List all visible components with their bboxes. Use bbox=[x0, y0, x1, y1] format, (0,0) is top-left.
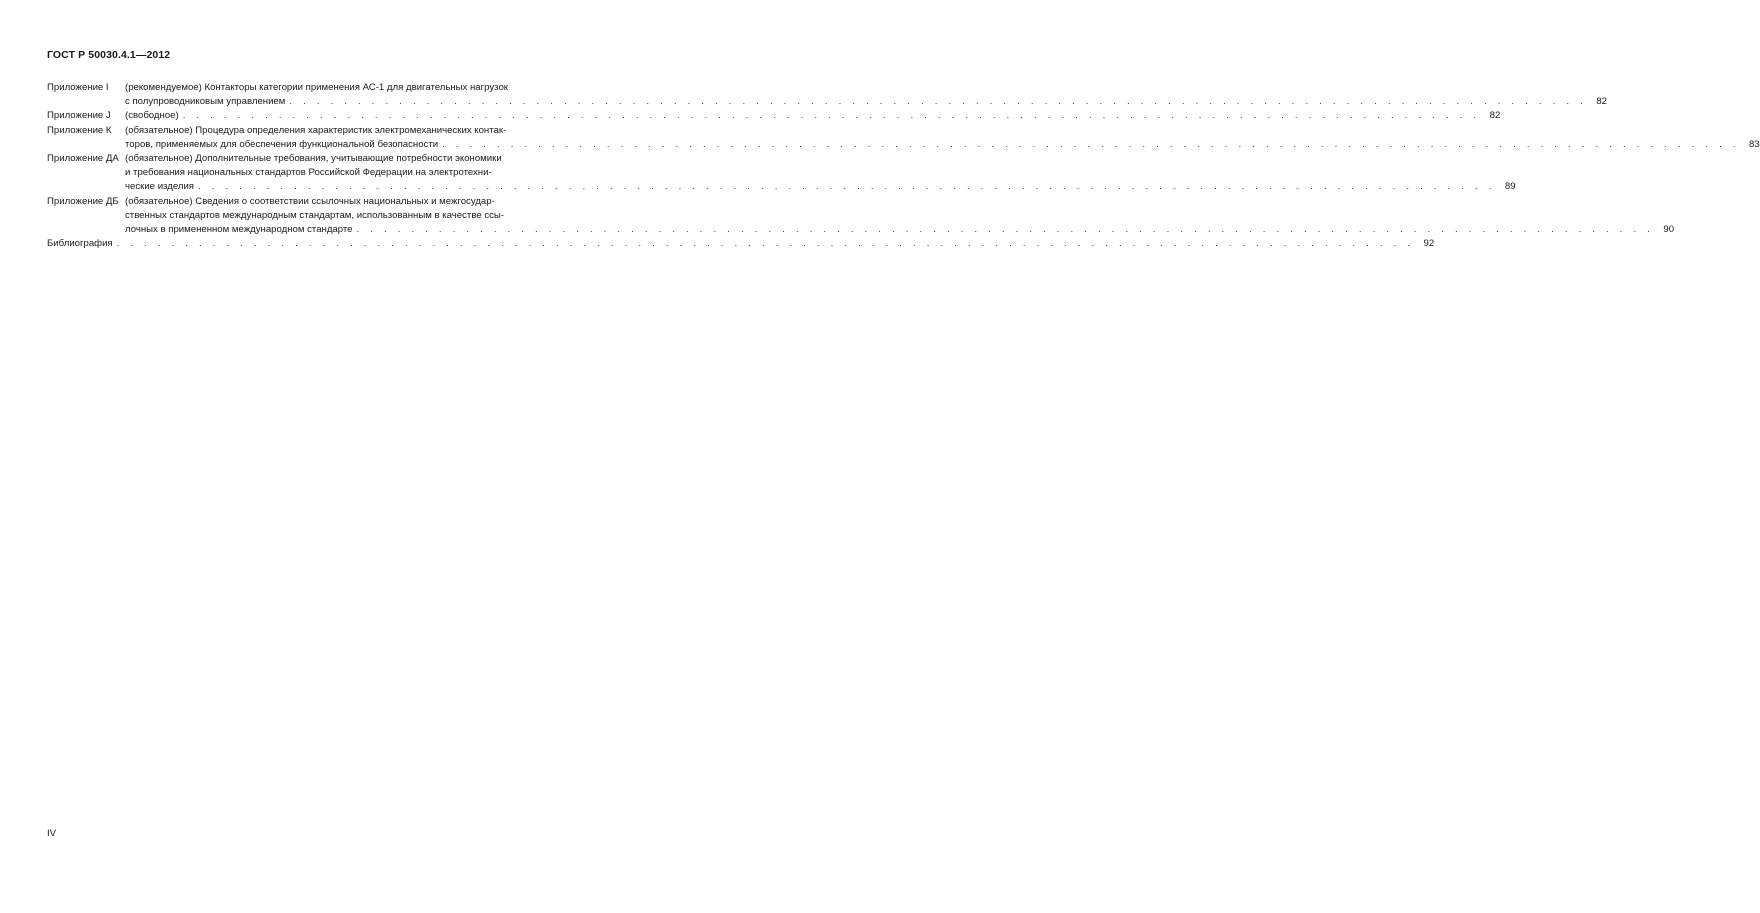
toc-page-number: 83 bbox=[1749, 138, 1760, 150]
toc-entry bbox=[47, 152, 1516, 195]
toc-entry-label: Библиография bbox=[47, 238, 113, 250]
toc-page-number: 90 bbox=[1663, 224, 1675, 236]
toc-entry-line bbox=[125, 195, 584, 209]
toc-entry-text: ческие изделия bbox=[125, 181, 195, 193]
page-number-footer: IV bbox=[47, 828, 57, 839]
toc-entry-body bbox=[125, 109, 1501, 123]
document-header: ГОСТ Р 50030.4.1—2012 bbox=[47, 49, 171, 61]
toc-entry-line bbox=[125, 180, 1516, 194]
dot-leader bbox=[289, 95, 1587, 109]
dot-leader bbox=[442, 138, 1740, 152]
dot-leader bbox=[357, 223, 1655, 237]
toc-entry-text: (рекомендуемое) Контакторы категории применения АС-1 для двигательных нагрузок bbox=[125, 82, 508, 93]
toc-entry-text: ственных стандартов международным стандартам, использованным в качестве ссы- bbox=[125, 209, 505, 221]
toc-entry-label: Приложение I bbox=[47, 82, 109, 93]
toc-entry-body bbox=[125, 195, 1675, 238]
toc-entry bbox=[47, 81, 1607, 109]
toc-entry-line bbox=[125, 209, 584, 223]
toc-entry-label: Приложение К bbox=[47, 124, 112, 136]
toc-entry-text: (обязательное) Дополнительные требования, учитывающие потребности экономики bbox=[125, 153, 502, 165]
toc-entry-label: Приложение ДА bbox=[47, 153, 119, 165]
toc-entry-text: торов, применяемых для обеспечения функциональной безопасности bbox=[125, 138, 439, 150]
toc-page-number: 82 bbox=[1489, 110, 1501, 122]
toc-entry-text: и требования национальных стандартов Российской Федерации на электротехни- bbox=[125, 167, 492, 179]
toc-entry bbox=[47, 124, 1760, 152]
toc-entry-text: (обязательное) Процедура определения характеристик электромеханических контак- bbox=[125, 124, 507, 136]
toc-page-number: 92 bbox=[1423, 238, 1435, 250]
dot-leader bbox=[183, 109, 1481, 123]
toc-entry-text: с полупроводниковым управлением bbox=[125, 96, 286, 108]
toc-entry-body bbox=[125, 81, 1607, 109]
dot-leader bbox=[117, 237, 1415, 251]
toc-entry-label: Приложение ДБ bbox=[47, 195, 119, 207]
toc-page-number: 89 bbox=[1504, 181, 1516, 193]
toc-entry bbox=[47, 109, 1501, 123]
toc-entry-line bbox=[125, 124, 584, 138]
toc-entry-label: Приложение J bbox=[47, 110, 111, 122]
toc-entry-line bbox=[125, 109, 1501, 123]
toc-entry-line bbox=[47, 237, 1434, 251]
toc-entry-line bbox=[125, 223, 1675, 237]
toc-entry-line bbox=[125, 81, 584, 95]
toc-entry-line bbox=[125, 95, 1607, 109]
toc-entry-text: (свободное) bbox=[125, 110, 179, 122]
dot-leader bbox=[198, 180, 1496, 194]
toc-page-number: 82 bbox=[1596, 96, 1607, 108]
toc-entry-body bbox=[125, 124, 1760, 152]
toc-entry-line bbox=[125, 138, 1760, 152]
toc-entry-line bbox=[125, 152, 584, 166]
table-of-contents bbox=[47, 81, 1760, 251]
toc-entry-bibliography bbox=[47, 237, 1435, 251]
toc-entry bbox=[47, 195, 1675, 238]
toc-entry-body bbox=[125, 152, 1516, 195]
toc-entry-text: лочных в примененном международном стандарте bbox=[125, 224, 353, 236]
toc-entry-line bbox=[125, 166, 584, 180]
toc-entry-text: (обязательное) Сведения о соответствии ссылочных национальных и межгосудар- bbox=[125, 195, 495, 207]
